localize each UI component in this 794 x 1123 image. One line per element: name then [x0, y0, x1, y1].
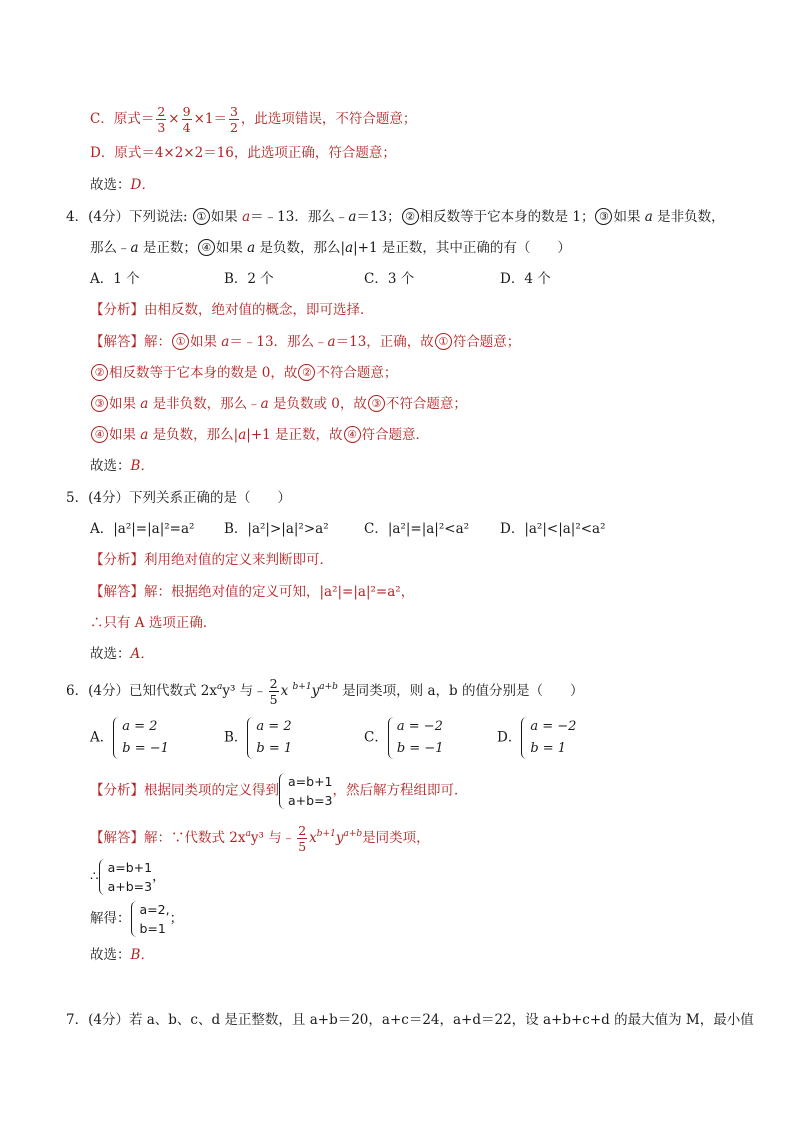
circled-4: ④: [344, 426, 361, 443]
text: 符合题意．: [361, 427, 430, 443]
q6-option-b: [224, 716, 292, 760]
text: 是负数或 0，故: [268, 396, 367, 412]
q4-stem-line-2: [90, 238, 571, 258]
q6-option-a: [90, 716, 169, 760]
equation-system: [113, 716, 169, 760]
fraction-numerator: 2: [298, 823, 307, 838]
circled-3: ③: [91, 395, 108, 412]
q3-c-tail: ，此选项错误，不符合题意；: [240, 111, 417, 127]
circled-3: ③: [368, 395, 385, 412]
fraction-numerator: 9: [182, 104, 191, 119]
fraction-denominator: 3: [157, 120, 166, 135]
q5-option-a: A．|a²|=|a|²=a²: [90, 521, 195, 537]
fraction-denominator: 2: [229, 120, 238, 135]
q5-analysis: [90, 550, 333, 570]
text: 如果: [210, 209, 243, 225]
text: ＝﹣13．那么﹣: [250, 209, 349, 225]
answer-value: A．: [130, 646, 154, 662]
var-a: a: [247, 240, 256, 256]
fraction-denominator: 5: [298, 839, 307, 854]
brace: [131, 901, 139, 937]
text: 如果: [613, 209, 645, 225]
q7-stem: 7．(4分）若 a、b、c、d 是正整数，且 a+b＝20，a+c＝24，a+d＝22，设 a+b+c+d 的最大值为 M，最小值: [66, 1012, 754, 1028]
exponent: b+1: [316, 829, 336, 839]
text: 相反数等于它本身的数是 0，故: [109, 365, 298, 381]
text: ＝13，正确，故: [335, 334, 434, 350]
q6-option-d: [497, 716, 576, 760]
system-line: a = 2: [122, 719, 158, 734]
text: y³ 与﹣: [250, 830, 296, 846]
text: y: [311, 683, 320, 699]
exponent: a: [245, 829, 251, 839]
var-a: a: [140, 396, 149, 412]
text: 是同类项，则 a，b 的值分别是（ ）: [337, 683, 584, 699]
var-a: a: [327, 334, 336, 350]
brace: [521, 717, 529, 759]
option-label: B．: [224, 729, 248, 746]
q4-number: 4．(4分）下列说法:: [66, 209, 192, 225]
fraction-denominator: 4: [182, 120, 191, 135]
var-a: a: [345, 240, 354, 256]
text: |+1 是正数，其中正确的有（ ）: [353, 240, 571, 256]
var-a: a: [238, 427, 247, 443]
equation-system: [131, 900, 170, 938]
option-label: A．: [90, 729, 114, 746]
q4-analysis: [90, 300, 374, 320]
text: 解：: [144, 334, 171, 350]
equation-system: [99, 858, 153, 896]
text: 是非负数，那么﹣: [148, 396, 261, 412]
var-a: a: [130, 240, 139, 256]
brace: [99, 859, 107, 895]
fraction-numerator: 2: [269, 676, 278, 691]
q5-stem: 5．(4分）下列关系正确的是（ ）: [66, 490, 291, 506]
times-sign: ×: [168, 111, 180, 127]
brace: [247, 717, 255, 759]
equation-system: [388, 716, 444, 760]
q5-option-d: D．|a²|<|a|²<a²: [500, 521, 606, 537]
option-label: C．: [364, 729, 388, 746]
var-a: a: [260, 396, 269, 412]
text: x: [309, 830, 317, 846]
text: 解：∵代数式 2x: [144, 830, 246, 846]
q3-option-c: [90, 104, 416, 135]
q4-option-c: C．3 个: [364, 271, 415, 287]
system-line: a = 2: [256, 719, 292, 734]
text: 是负数，那么|: [148, 427, 239, 443]
var-a: a: [348, 209, 357, 225]
q4-option-a: A．1 个: [90, 271, 140, 287]
text: ＝﹣13．那么﹣: [229, 334, 328, 350]
q6-analysis: [90, 772, 468, 810]
therefore-sign: ∴: [90, 868, 99, 885]
q6-therefore: [90, 858, 166, 896]
system-line: a=b+1: [288, 774, 333, 789]
text: y³ 与﹣: [222, 683, 267, 699]
text: 不符合题意；: [385, 396, 467, 412]
answer-prefix: 故选：: [90, 646, 131, 662]
text: 如果: [215, 240, 248, 256]
brace: [279, 773, 287, 809]
q4-solution-3: [90, 394, 467, 414]
q4-stem-line-1: [66, 207, 725, 227]
answer-prefix: 故选：: [90, 177, 131, 193]
q4-option-d: D．4 个: [500, 271, 551, 287]
solution-tag: 【解答】: [90, 830, 144, 846]
text: 那么﹣: [90, 240, 131, 256]
q5-therefore: ∴只有 A 选项正确．: [90, 615, 217, 631]
brace: [113, 717, 121, 759]
text: 如果: [109, 396, 141, 412]
solution-tag: 【解答】: [90, 334, 144, 350]
q5-option-b: B．|a²|>|a|²>a²: [224, 521, 329, 537]
fraction-numerator: 3: [229, 104, 238, 119]
system-line: a+b=3: [107, 879, 153, 894]
circled-2: ②: [91, 364, 108, 381]
exponent: a+b: [343, 829, 363, 839]
q3-fraction-3: [229, 104, 239, 135]
text: 相反数等于它本身的数是 1；: [419, 209, 595, 225]
q6-solved: [90, 900, 183, 938]
q3-c-label: C．原式＝: [90, 111, 155, 127]
analysis-text: 根据同类项的定义得到: [144, 782, 279, 799]
var-a: a: [140, 427, 149, 443]
system-line: a = −2: [530, 719, 577, 734]
text: ；: [169, 910, 184, 927]
text: 是负数，那么|: [255, 240, 346, 256]
text: 解得：: [90, 910, 131, 927]
circled-1: ①: [193, 208, 210, 225]
q6-fraction: [297, 823, 307, 854]
q3-option-d: D．原式＝4×2×2＝16，此选项正确，符合题意；: [90, 145, 396, 161]
analysis-text: ，然后解方程组即可．: [332, 782, 468, 799]
system-line: a+b=3: [288, 793, 333, 808]
fraction-numerator: 2: [157, 104, 166, 119]
q3-fraction-2: [182, 104, 192, 135]
fraction-denominator: 5: [269, 692, 278, 707]
text: |+1 是正数，故: [246, 427, 343, 443]
circled-1: ①: [172, 333, 189, 350]
q6-answer: [90, 945, 154, 965]
analysis-tag: 【分析】: [90, 552, 144, 568]
circled-4: ④: [198, 239, 215, 256]
q4-solution-1: [90, 332, 520, 352]
q4-solution-2: [90, 363, 397, 383]
q3-answer: [90, 175, 155, 195]
text: 是同类项，: [362, 830, 430, 846]
q4-option-b: B．2 个: [224, 271, 274, 287]
answer-value: B．: [130, 458, 154, 474]
q5-solution: [90, 582, 414, 602]
text: 6．(4分）已知代数式 2x: [66, 683, 217, 699]
q3-c-mid: ×1＝: [193, 111, 227, 127]
text: x: [280, 683, 293, 699]
circled-3: ③: [595, 208, 612, 225]
circled-1: ①: [435, 333, 452, 350]
circled-2: ②: [298, 364, 315, 381]
q4-solution-4: [90, 425, 429, 445]
solution-text: 解：根据绝对值的定义可知，|a²|=|a|²=a²，: [144, 584, 415, 600]
var-a: a: [644, 209, 653, 225]
q6-fraction: [269, 676, 279, 707]
answer-prefix: 故选：: [90, 458, 131, 474]
text: 如果: [109, 427, 141, 443]
text: 是非负数，: [652, 209, 725, 225]
circled-4: ④: [91, 426, 108, 443]
text: ＝13；: [356, 209, 401, 225]
circled-2: ②: [402, 208, 419, 225]
equation-system: [279, 772, 333, 810]
equation-system: [521, 716, 576, 760]
q6-stem: [66, 676, 583, 707]
text: 是正数；: [138, 240, 197, 256]
analysis-tag: 【分析】: [90, 782, 144, 799]
text: 如果: [190, 334, 222, 350]
text: 符合题意；: [452, 334, 521, 350]
exponent: a+b: [319, 682, 338, 692]
answer-value: D．: [130, 177, 155, 193]
answer-prefix: 故选：: [90, 947, 131, 963]
system-line: b = −1: [122, 741, 169, 756]
brace: [388, 717, 396, 759]
text: 不符合题意；: [316, 365, 398, 381]
var-a: a: [242, 209, 251, 225]
exponent: b+1: [292, 682, 312, 692]
q6-option-c: [364, 716, 444, 760]
answer-value: B．: [130, 947, 154, 963]
analysis-text: 由相反数，绝对值的概念，即可选择．: [144, 302, 374, 318]
equation-system: [247, 716, 292, 760]
system-line: b = 1: [530, 741, 567, 756]
q3-fraction-1: [156, 104, 166, 135]
exponent: a: [216, 682, 223, 692]
system-line: a = −2: [396, 719, 443, 734]
system-line: b = −1: [396, 741, 444, 756]
solution-tag: 【解答】: [90, 584, 144, 600]
q6-solution: [90, 823, 430, 854]
system-line: a=b+1: [107, 860, 153, 875]
q5-option-c: C．|a²|=|a|²<a²: [364, 521, 470, 537]
text: ，: [152, 868, 166, 885]
system-line: b=1: [139, 921, 166, 936]
var-a: a: [221, 334, 230, 350]
q4-answer: [90, 456, 154, 476]
analysis-tag: 【分析】: [90, 302, 144, 318]
analysis-text: 利用绝对值的定义来判断即可．: [144, 552, 333, 568]
system-line: a=2,: [139, 902, 170, 917]
q5-answer: [90, 644, 154, 664]
system-line: b = 1: [256, 741, 293, 756]
option-label: D．: [497, 729, 522, 746]
text: y: [335, 830, 344, 846]
